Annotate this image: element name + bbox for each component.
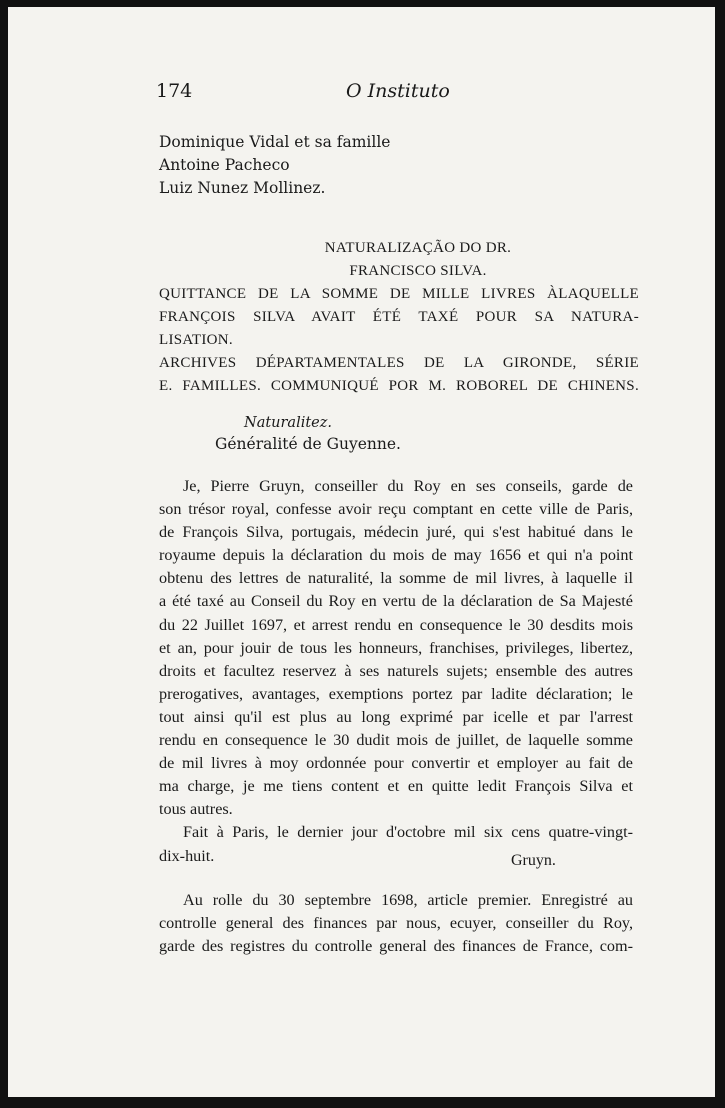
footer-line: garde des registres du controlle general des finances de France, com- bbox=[159, 937, 633, 956]
body-line: ma charge, je me tiens content et en quitte ledit François Silva et bbox=[159, 777, 633, 796]
heading-line: E. FAMILLES. COMMUNIQUÉ POR M. ROBOREL DE CHINENS. bbox=[159, 378, 639, 394]
name-entry: Antoine Pacheco bbox=[159, 156, 290, 174]
body-line: droits et facultez reservez à ses naturels sujets; ensemble des autres bbox=[159, 661, 633, 680]
footer-line: Au rolle du 30 septembre 1698, article premier. Enregistré au bbox=[183, 891, 633, 909]
body-line: obtenu des lettres de naturalité, la somme de mil livres, à laquelle il bbox=[159, 569, 633, 588]
page-header bbox=[156, 80, 466, 108]
generalite-label: Généralité de Guyenne. bbox=[215, 435, 401, 453]
body-line: dix-huit. bbox=[159, 846, 215, 865]
signature-text: Gruyn. bbox=[511, 852, 556, 869]
body-line: Je, Pierre Gruyn, conseiller du Roy en ses conseils, garde de bbox=[183, 477, 633, 495]
registration-note bbox=[159, 889, 633, 959]
document-page bbox=[8, 7, 715, 1097]
body-line: rendu en consequence le 30 dudit mois de juillet, de laquelle somme bbox=[159, 731, 633, 750]
body-line: prerogatives, avantages, exemptions portez par ladite déclaration; le bbox=[159, 684, 633, 703]
body-line: Fait à Paris, le dernier jour d'octobre mil six cens quatre-vingt- bbox=[183, 823, 633, 842]
body-line: a été taxé au Conseil du Roy en vertu de la déclaration de Sa Majesté bbox=[159, 592, 633, 611]
naturalitez-label: Naturalitez. bbox=[244, 415, 333, 431]
heading-line: FRANCISCO SILVA. bbox=[349, 263, 487, 279]
heading-line: FRANÇOIS SILVA AVAIT ÉTÉ TAXÉ POUR SA NATURA- bbox=[159, 309, 639, 325]
heading-line: LISATION. bbox=[159, 332, 233, 348]
body-line: du 22 Juillet 1697, et arrest rendu en consequence le 30 desdits mois bbox=[159, 615, 633, 634]
heading-line: QUITTANCE DE LA SOMME DE MILLE LIVRES ÀLAQUELLE bbox=[159, 286, 639, 302]
footer-line: controlle general des finances par nous, ecuyer, conseiller du Roy, bbox=[159, 914, 633, 933]
body-line: et an, pour jouir de tous les honneurs, franchises, privileges, libertez, bbox=[159, 638, 633, 657]
body-line: tout ainsi qu'il est plus au long exprimé par icelle et par l'arrest bbox=[159, 707, 633, 726]
heading-line: NATURALIZAÇÃO DO DR. bbox=[324, 240, 512, 256]
receipt-body bbox=[159, 475, 633, 868]
section-heading bbox=[159, 237, 639, 398]
body-line: de François Silva, portugais, médecin juré, qui s'est habitué dans le bbox=[159, 523, 633, 542]
heading-line: ARCHIVES DÉPARTAMENTALES DE LA GIRONDE, SÉRIE bbox=[159, 355, 639, 371]
page-number: 174 bbox=[156, 80, 193, 102]
name-entry: Luiz Nunez Mollinez. bbox=[159, 179, 326, 197]
names-list bbox=[159, 131, 390, 200]
name-entry: Dominique Vidal et sa famille bbox=[159, 133, 391, 151]
running-title: O Instituto bbox=[346, 80, 450, 102]
body-line: royaume depuis la déclaration du mois de may 1656 et qui n'a point bbox=[159, 546, 633, 565]
body-line: tous autres. bbox=[159, 800, 233, 819]
body-line: son trésor royal, confesse avoir reçu comptant en cette ville de Paris, bbox=[159, 500, 633, 519]
body-line: de mil livres à moy ordonnée pour convertir et employer au fait de bbox=[159, 754, 633, 773]
